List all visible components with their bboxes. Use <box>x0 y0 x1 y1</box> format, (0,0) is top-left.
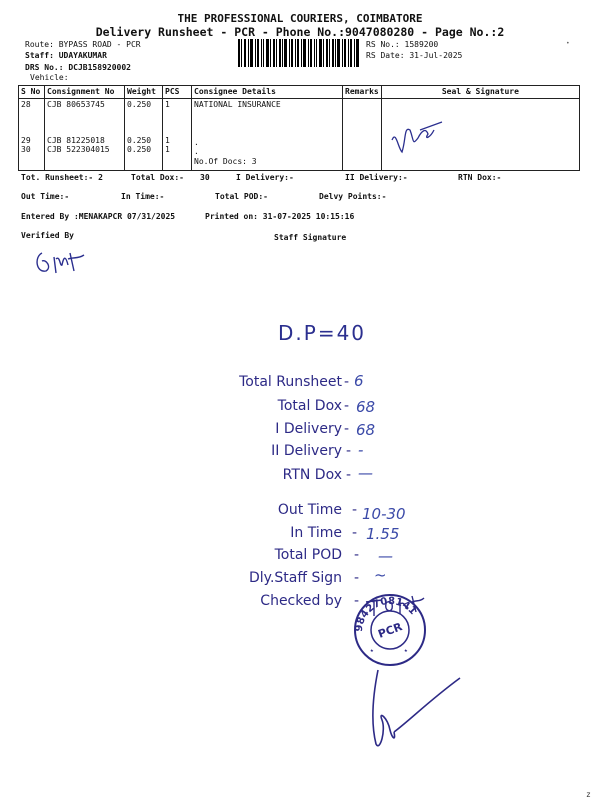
table-header-row <box>19 86 580 99</box>
col-seal-signature: Seal & Signature <box>381 86 579 99</box>
summary-value-total-runsheet: 6 <box>354 372 364 390</box>
summary-label-dly-staff-sign: Dly.Staff Sign <box>249 570 342 586</box>
tot-runsheet: Tot. Runsheet:- 2 <box>21 173 103 182</box>
seal-number: 9842708141 <box>353 595 419 633</box>
i-delivery-label: I Delivery:- <box>236 173 294 182</box>
barcode <box>238 39 360 67</box>
seal-star: ★ <box>370 647 374 654</box>
rs-number: RS No.: 1589200 <box>366 40 439 49</box>
col-consignment: Consignment No <box>45 86 125 99</box>
large-signature <box>360 660 470 760</box>
col-sno: S No <box>19 86 45 99</box>
out-time-label: Out Time:- <box>21 192 70 201</box>
summary-label-total-pod: Total POD <box>274 547 342 563</box>
row-sno: 28 <box>21 100 31 109</box>
row-consignment: CJB 522304015 <box>47 145 110 154</box>
runsheet-title: Delivery Runsheet - PCR - Phone No.:9047080280 - Page No.:2 <box>95 25 505 39</box>
summary-label-checked-by: Checked by <box>260 593 342 609</box>
drs-number: DRS No.: DCJB158920002 <box>25 63 131 72</box>
company-name: THE PROFESSIONAL COURIERS, COIMBATORE <box>177 12 423 25</box>
vehicle-text: Vehicle: <box>30 73 69 82</box>
total-pod-label: Total POD:- <box>215 192 268 201</box>
summary-value-total-dox: 68 <box>356 398 376 416</box>
summary-label-ii-delivery: II Delivery <box>271 443 342 459</box>
edge-mark: z <box>586 790 591 799</box>
row-consignee: NATIONAL INSURANCE <box>194 100 281 109</box>
row-consignee: . <box>194 147 199 156</box>
row-consignment: CJB 81225018 <box>47 136 105 145</box>
summary-label-total-runsheet: Total Runsheet <box>239 374 342 390</box>
row-sno: 30 <box>21 145 31 154</box>
summary-dash: - <box>354 547 360 563</box>
col-consignee: Consignee Details <box>192 86 343 99</box>
summary-dash: - <box>344 374 350 390</box>
summary-dash: - <box>344 421 350 437</box>
col-remarks: Remarks <box>343 86 382 99</box>
checked-by-signature <box>360 590 430 620</box>
col-pcs: PCS <box>163 86 192 99</box>
row-consignee: . <box>194 138 199 147</box>
summary-value-i-delivery: 68 <box>356 421 376 439</box>
summary-label-in-time: In Time <box>290 525 342 541</box>
seal-star: ★ <box>404 647 408 654</box>
consignment-table <box>18 85 580 171</box>
delvy-points-label: Delvy Points:- <box>319 192 387 201</box>
summary-dash: - <box>354 570 360 586</box>
seal-code: PCR <box>376 620 404 641</box>
no-of-docs: No.Of Docs: 3 <box>194 157 257 166</box>
rs-date: RS Date: 31-Jul-2025 <box>366 51 463 60</box>
summary-value-out-time: 10-30 <box>362 505 406 523</box>
verifier-signature <box>30 245 90 280</box>
summary-label-i-delivery: I Delivery <box>275 421 342 437</box>
summary-dash: - <box>346 467 352 483</box>
summary-value-total-pod: — <box>378 547 393 565</box>
signature-cell <box>381 99 579 171</box>
summary-value-in-time: 1.55 <box>366 525 400 543</box>
summary-value-ii-delivery: - <box>358 441 364 459</box>
row-pcs: 1 <box>165 145 170 154</box>
printed-on: Printed on: 31-07-2025 10:15:16 <box>205 212 355 221</box>
staff-text: Staff: UDAYAKUMAR <box>25 51 107 60</box>
summary-value-dly-staff-sign: ~ <box>374 566 387 584</box>
ii-delivery-label: II Delivery:- <box>345 173 408 182</box>
row-sno: 29 <box>21 136 31 145</box>
summary-dash: - <box>344 398 350 414</box>
handwritten-signature <box>384 100 464 160</box>
summary-label-total-dox: Total Dox <box>277 398 342 414</box>
summary-dash: - <box>346 443 352 459</box>
edge-mark: • <box>566 40 570 47</box>
summary-label-out-time: Out Time <box>277 502 342 518</box>
col-weight: Weight <box>125 86 163 99</box>
summary-value-rtn-dox: — <box>358 464 373 482</box>
route-text: Route: BYPASS ROAD - PCR <box>25 40 141 49</box>
total-dox-label: Total Dox:- <box>131 173 184 182</box>
row-pcs: 1 <box>165 136 170 145</box>
row-weight: 0.250 <box>127 145 152 154</box>
table-row <box>19 99 580 171</box>
row-pcs: 1 <box>165 100 170 109</box>
summary-label-rtn-dox: RTN Dox <box>282 467 342 483</box>
staff-signature-label: Staff Signature <box>274 233 347 242</box>
summary-dash: - <box>352 525 358 541</box>
entered-by: Entered By :MENAKAPCR 07/31/2025 <box>21 212 176 221</box>
in-time-label: In Time:- <box>121 192 165 201</box>
summary-dash: - <box>354 593 360 609</box>
row-consignment: CJB 80653745 <box>47 100 105 109</box>
dp-handwritten: D.P=40 <box>278 321 367 345</box>
total-dox-value: 30 <box>200 173 210 182</box>
row-weight: 0.250 <box>127 136 152 145</box>
remarks-cell <box>343 99 382 171</box>
summary-dash: - <box>352 502 358 518</box>
rtn-dox-label: RTN Dox:- <box>458 173 502 182</box>
verified-by-label: Verified By <box>21 231 74 240</box>
row-weight: 0.250 <box>127 100 152 109</box>
